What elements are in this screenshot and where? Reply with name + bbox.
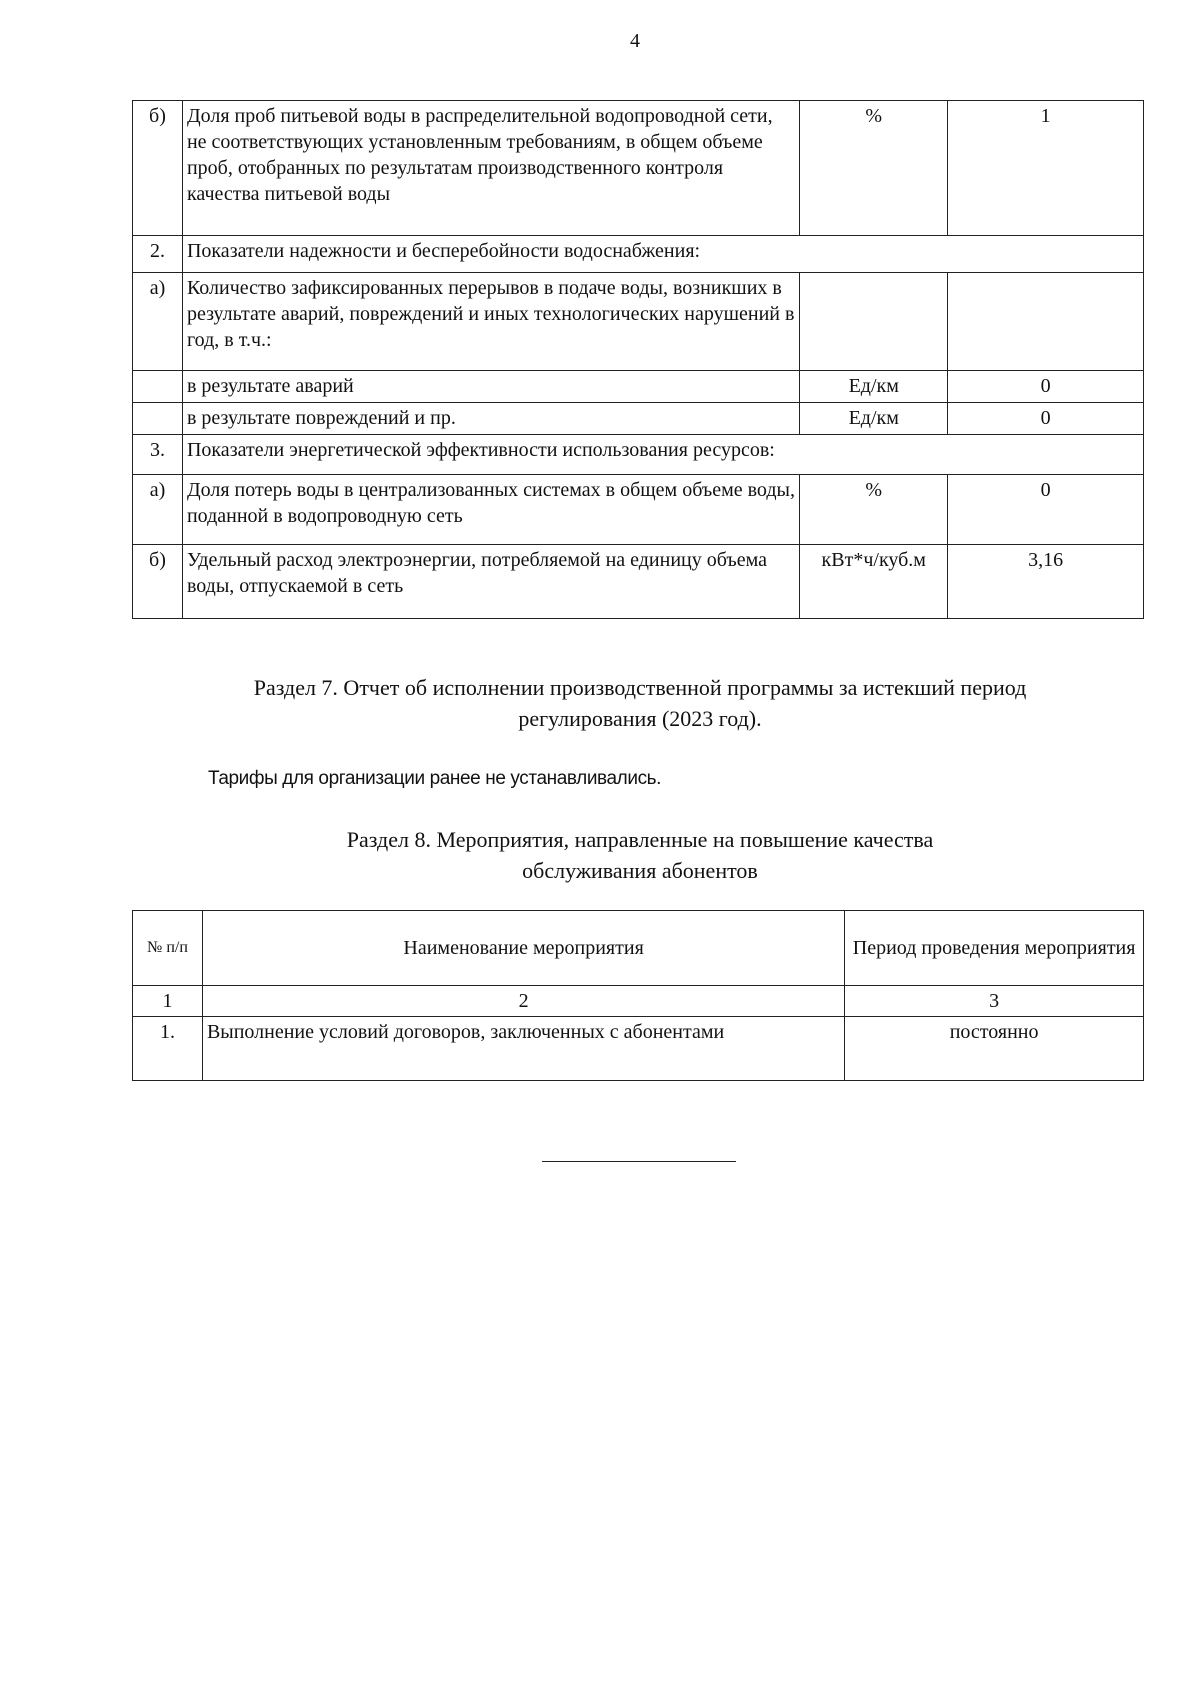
indicator-name: в результате аварий xyxy=(182,371,799,403)
row-number: б) xyxy=(133,545,183,619)
indicator-value: 0 xyxy=(948,371,1144,403)
table-row xyxy=(133,545,1144,619)
section-8-title-line2: обслуживания абонентов xyxy=(522,858,758,883)
indicator-name: Количество зафиксированных перерывов в подаче воды, возникших в результате аварий, повреждений и иных технологических нарушений в год, в т.ч.: xyxy=(182,273,799,371)
indicator-group-heading: Показатели энергетической эффективности использования ресурсов: xyxy=(182,435,1143,475)
column-number: 2 xyxy=(202,986,844,1017)
header-period: Период проведения мероприятия xyxy=(845,911,1144,986)
table-row xyxy=(133,236,1144,273)
indicator-value xyxy=(948,273,1144,371)
row-number: а) xyxy=(133,475,183,545)
column-number: 3 xyxy=(845,986,1144,1017)
table-row xyxy=(133,1017,1144,1081)
column-number: 1 xyxy=(133,986,203,1017)
event-name: Выполнение условий договоров, заключенных с абонентами xyxy=(202,1017,844,1081)
row-number: 3. xyxy=(133,435,183,475)
row-number: 2. xyxy=(133,236,183,273)
section-7-title-line2: регулирования (2023 год). xyxy=(518,706,762,731)
table-row xyxy=(133,435,1144,475)
indicator-unit: Ед/км xyxy=(800,371,948,403)
event-period: постоянно xyxy=(845,1017,1144,1081)
table-row xyxy=(133,403,1144,435)
indicator-name: Доля потерь воды в централизованных системах в общем объеме воды, поданной в водопроводную сеть xyxy=(182,475,799,545)
table-row xyxy=(133,101,1144,236)
row-number xyxy=(133,403,183,435)
indicator-unit: % xyxy=(800,101,948,236)
row-number: а) xyxy=(133,273,183,371)
end-divider xyxy=(542,1161,736,1162)
table-header-row xyxy=(133,911,1144,986)
indicators-table xyxy=(132,100,1144,619)
section-8-title-line1: Раздел 8. Мероприятия, направленные на повышение качества xyxy=(346,827,934,852)
indicator-name: в результате повреждений и пр. xyxy=(182,403,799,435)
table-row xyxy=(133,371,1144,403)
table-row xyxy=(133,273,1144,371)
event-number: 1. xyxy=(133,1017,203,1081)
indicator-value: 0 xyxy=(948,403,1144,435)
tariff-note: Тарифы для организации ранее не устанавливались. xyxy=(208,768,662,789)
indicator-unit xyxy=(800,273,948,371)
header-number: № п/п xyxy=(133,911,203,986)
header-event-name: Наименование мероприятия xyxy=(202,911,844,986)
indicator-unit: % xyxy=(800,475,948,545)
section-8-title xyxy=(180,824,1100,886)
section-7-title-line1: Раздел 7. Отчет об исполнении производственной программы за истекший период xyxy=(253,675,1027,700)
row-number xyxy=(133,371,183,403)
indicator-value: 3,16 xyxy=(948,545,1144,619)
section-7-title xyxy=(180,672,1100,734)
indicator-value: 0 xyxy=(948,475,1144,545)
column-numbers-row xyxy=(133,986,1144,1017)
row-number: б) xyxy=(133,101,183,236)
indicator-group-heading: Показатели надежности и бесперебойности водоснабжения: xyxy=(182,236,1143,273)
indicator-unit: Ед/км xyxy=(800,403,948,435)
table-row xyxy=(133,475,1144,545)
indicator-name: Удельный расход электроэнергии, потребляемой на единицу объема воды, отпускаемой в сеть xyxy=(182,545,799,619)
indicator-unit: кВт*ч/куб.м xyxy=(800,545,948,619)
page-number: 4 xyxy=(630,30,640,52)
events-table xyxy=(132,910,1144,1081)
indicator-name: Доля проб питьевой воды в распределительной водопроводной сети, не соответствующих установленным требованиям, в общем объеме проб, отобранных по результатам производственного контроля качества питьевой воды xyxy=(182,101,799,236)
indicator-value: 1 xyxy=(948,101,1144,236)
